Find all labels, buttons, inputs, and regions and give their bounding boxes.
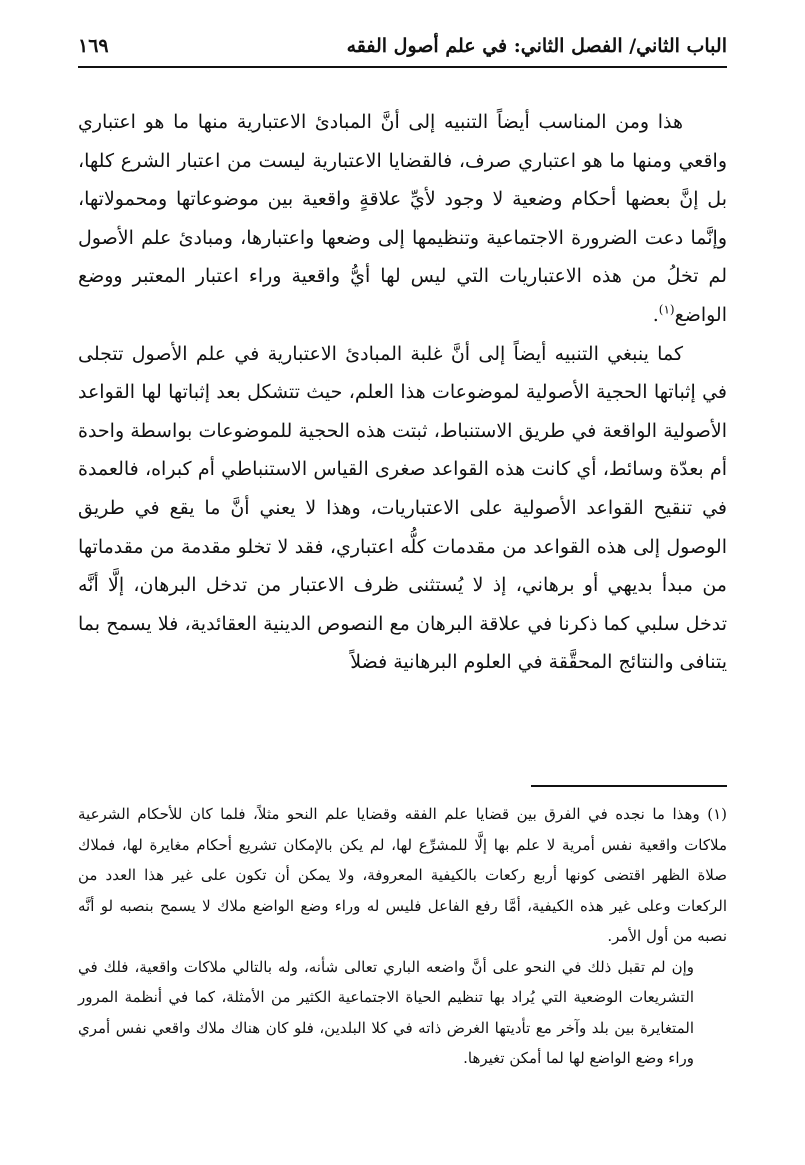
main-text: [78, 103, 727, 682]
page-header: [78, 26, 727, 66]
paragraph-2-text: كما ينبغي التنبيه أيضاً إلى أنَّ غلبة المبادئ الاعتبارية في علم الأصول تتجلى في إثباتها الحجية الأصولية لموضوعات هذا العلم، حيث تتشكل بعد إثباتها لها القواعد الأصولية الواقعة في طريق الاستنباط، ثبتت هذه الحجية للموضوعات بواسطة واحدة أم بعدّة وسائط، أي كانت هذه القواعد صغرى القياس الاستنباطي أم كبراه، فالعمدة في تنقيح القواعد الأصولية على الاعتباريات، وهذا لا يعني أنَّ ما يقع في طريق الوصول إلى هذه القواعد من مقدمات كلُّه اعتباري، فقد لا تخلو مقدمة من مقدماتها من مبدأ بديهي أو برهاني، إذ لا يُستثنى ظرف الاعتبار من تدخل البرهان، إلَّا أنَّه تدخل سلبي كما ذكرنا في علاقة البرهان مع النصوص الدينية العقائدية، فلا يسمح بما يتنافى والنتائج المحقَّقة في العلوم البرهانية فضلاً: [78, 342, 727, 674]
footnotes: [78, 799, 727, 1074]
running-title: الباب الثاني/ الفصل الثاني: في علم أصول الفقه: [346, 35, 727, 57]
footnote-reference: (١): [658, 302, 675, 317]
footnote-1-continuation: [78, 952, 727, 1074]
footnote-separator: [531, 785, 727, 787]
footnote-1-continuation-text: وإن لم تقبل ذلك في النحو على أنَّ واضعه الباري تعالى شأنه، وله بالتالي ملاكات واقعية، فلك في التشريعات الوضعية التي يُراد بها تنظيم الحياة الاجتماعية الكثير من الأمثلة، كما في أنظمة المرور المتغايرة بين بلد وآخر مع تأديتها الغرض ذاته في كلا البلدين، فلو كان هناك ملاك واقعي نفس أمري وراء وضع الواضع لها لما أمكن تغيرها.: [78, 957, 694, 1067]
paragraph-2: [78, 335, 727, 682]
paragraph-1-text: هذا ومن المناسب أيضاً التنبيه إلى أنَّ المبادئ الاعتبارية منها ما هو اعتباري واقعي ومنها ما هو اعتباري صرف، فالقضايا الاعتبارية ليست من اعتبار الشرع كلها، بل إنَّ بعضها أحكام وضعية لا وجود لأيِّ علاقةٍ واقعية بين موضوعاتها ومحمولاتها، وإنَّما دعت الضرورة الاجتماعية وتنظيمها إلى وضعها واعتبارها، ومبادئ علم الأصول لم تخلُ من هذه الاعتباريات التي ليس لها أيُّ واقعية وراء اعتبار المعتبر ووضع الواضع: [78, 111, 727, 326]
paragraph-1-end: .: [652, 303, 659, 326]
paragraph-1: [78, 103, 727, 335]
page-number: ١٦٩: [78, 35, 109, 57]
footnote-1: [78, 799, 727, 952]
footnote-marker: (١): [707, 805, 727, 823]
footnote-1-text: وهذا ما نجده في الفرق بين قضايا علم الفقه وقضايا علم النحو مثلاً، فلما كان للأحكام الشرعية ملاكات واقعية نفس أمرية لا علم بها إلَّا للمشرِّع لها، لم يكن بالإمكان تشريع أحكام مغايرة لها، فملاك صلاة الظهر اقتضى كونها أربع ركعات بالكيفية المعروفة، ولا يمكن أن تكون على غير هذا العدد من الركعات وعلى غير هذه الكيفية، أمَّا رفع الفاعل فليس له وراء وضع الواضع ملاك لا يسمح بنصبه لو أنَّه نصبه من أول الأمر.: [78, 805, 727, 945]
header-rule: [78, 66, 727, 68]
